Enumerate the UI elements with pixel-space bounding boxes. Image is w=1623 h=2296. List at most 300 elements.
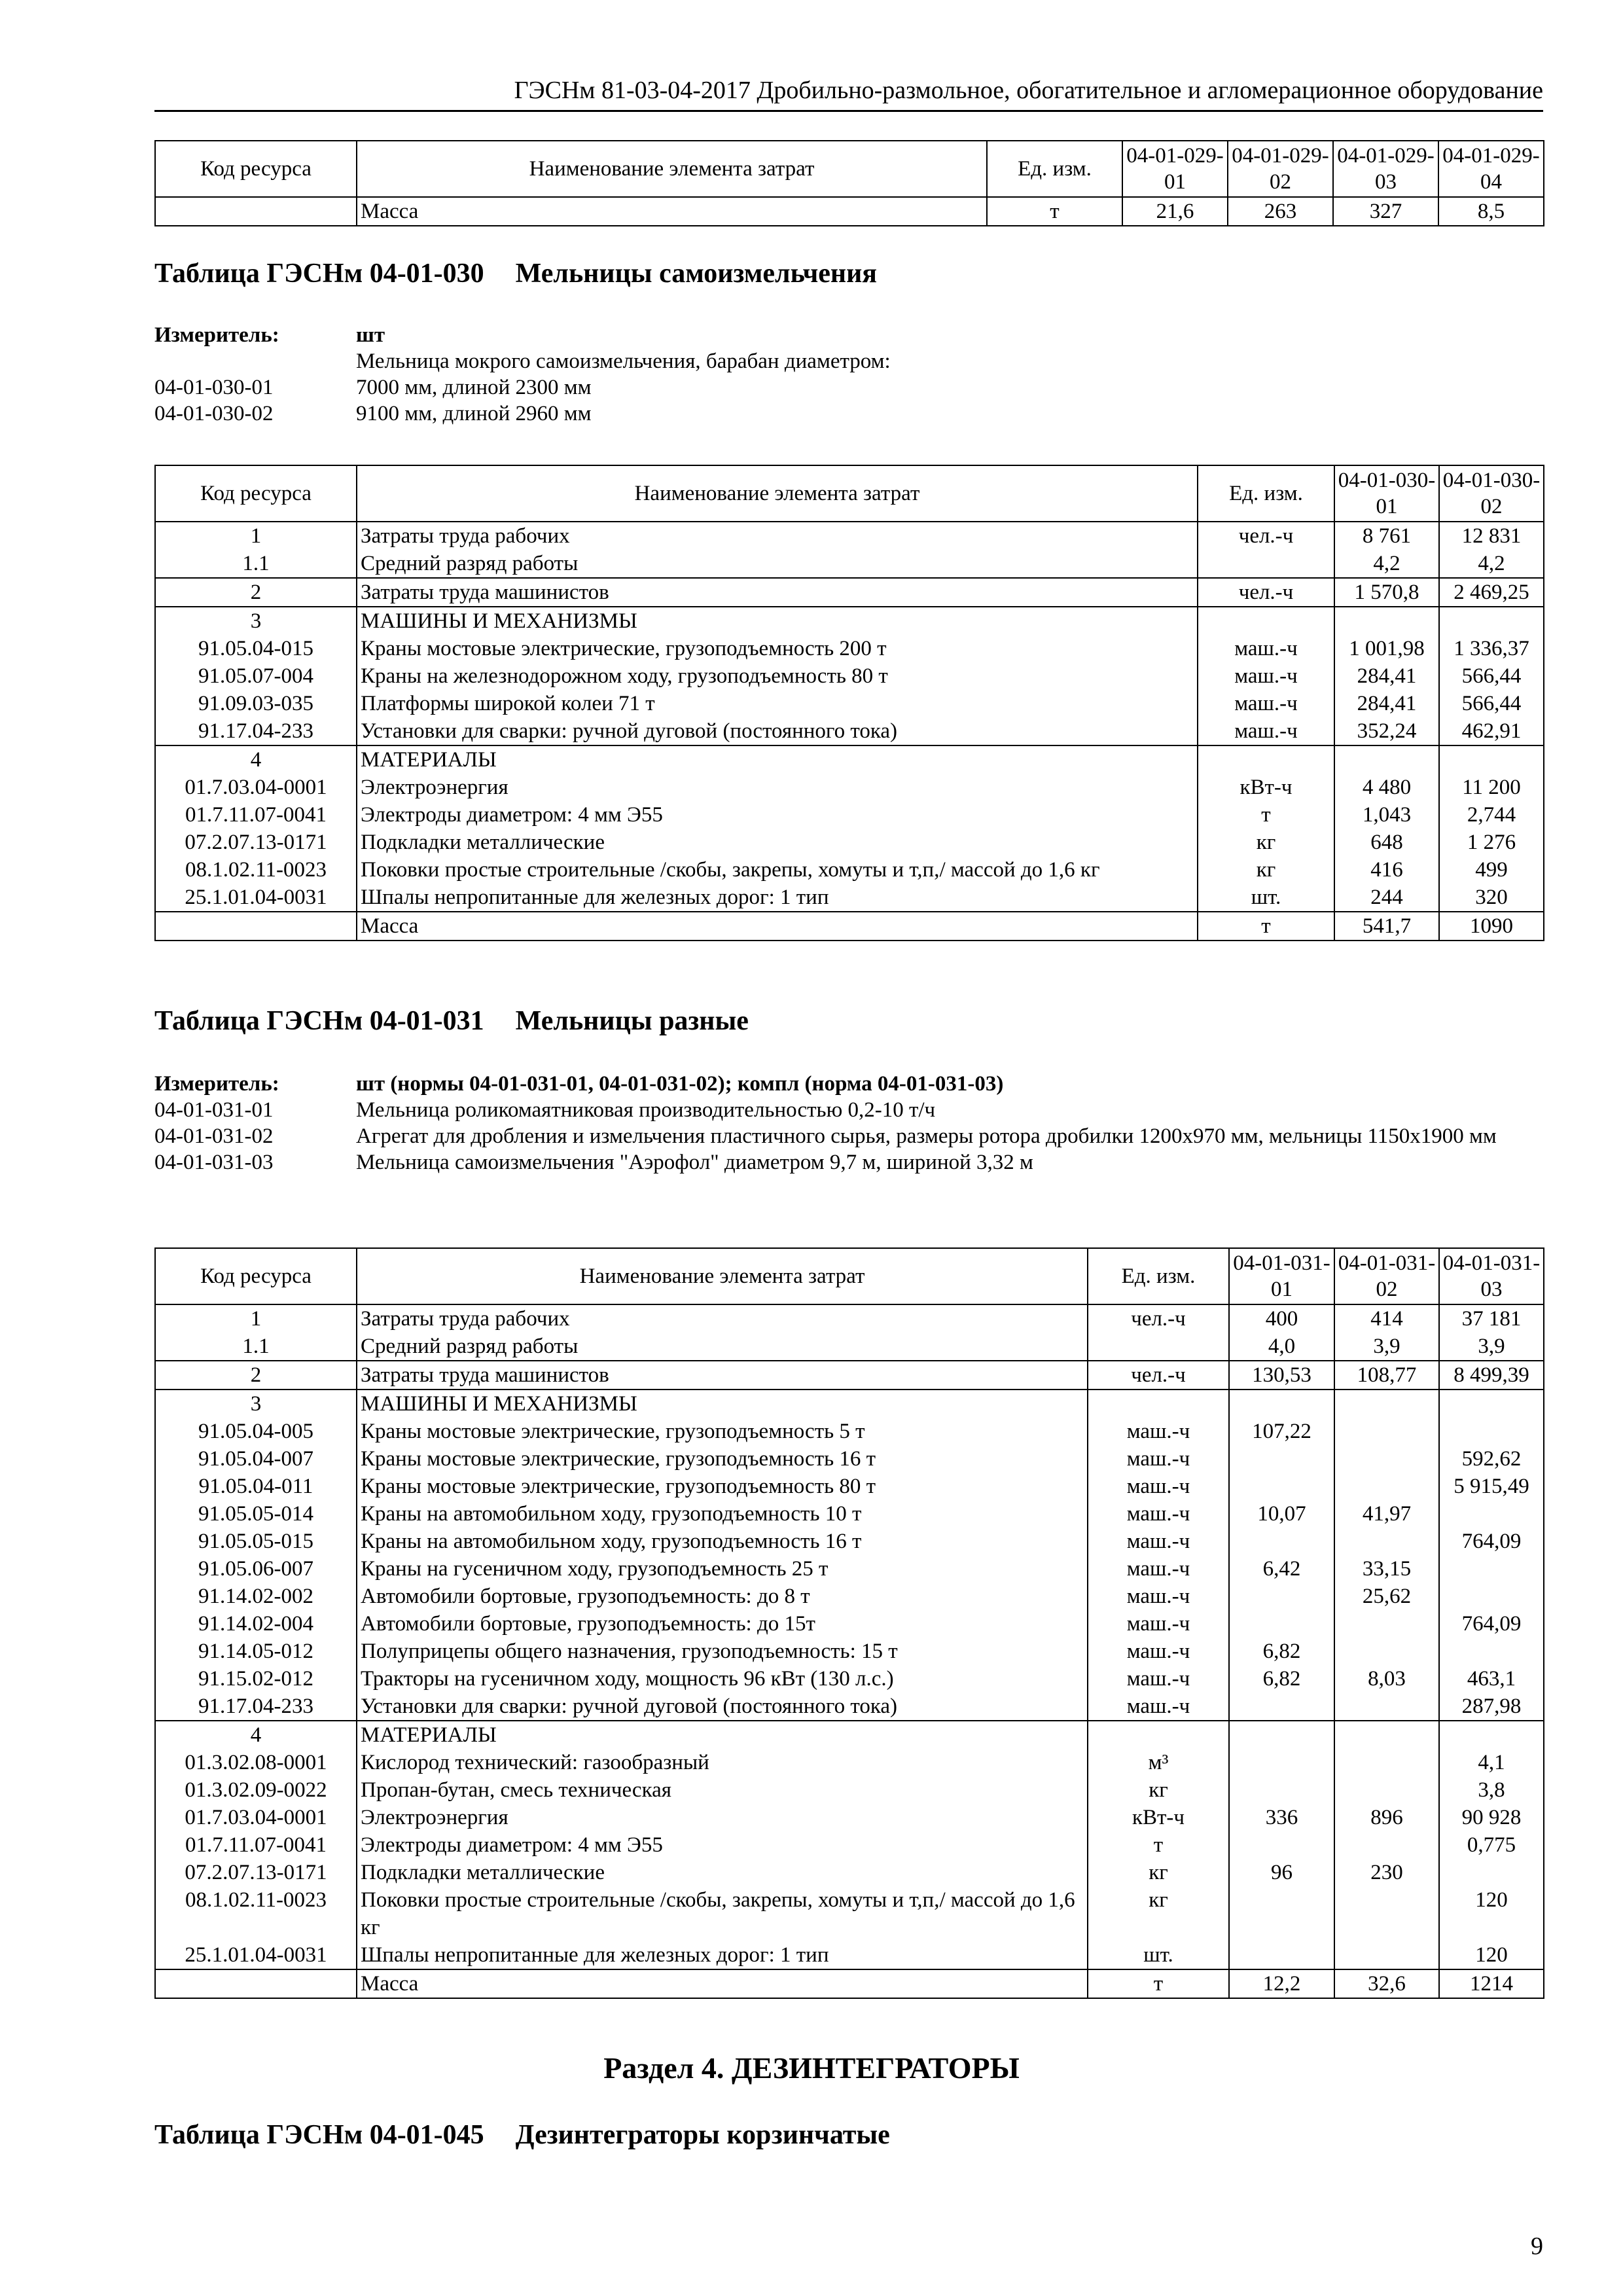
- table-row: [155, 662, 1544, 690]
- table-row: [155, 829, 1544, 856]
- cell-value: [1334, 1749, 1439, 1776]
- cell-value: [1334, 1528, 1439, 1555]
- cell-code: 07.2.07.13-0171: [155, 829, 357, 856]
- table-row: [155, 856, 1544, 884]
- table-row: [155, 717, 1544, 745]
- cell-name: Автомобили бортовые, грузоподъемность: до 8 т: [357, 1583, 1088, 1610]
- cell-value: 284,41: [1334, 662, 1439, 690]
- cell-value: [1439, 1555, 1544, 1583]
- cell-value: 284,41: [1334, 690, 1439, 717]
- table-row: [155, 1886, 1544, 1941]
- cell-name: Полуприцепы общего назначения, грузоподъемность: 15 т: [357, 1638, 1088, 1665]
- cell-name: Затраты труда рабочих: [357, 1304, 1088, 1333]
- norm-text: Мельница самоизмельчения "Аэрофол" диаметром 9,7 м, шириной 3,32 м: [356, 1151, 1033, 1174]
- cell-name: Краны мостовые электрические, грузоподъемность 200 т: [357, 635, 1198, 662]
- cell-value: [1229, 1693, 1334, 1721]
- cell-name: Подкладки металлические: [357, 1859, 1088, 1886]
- table-031-heading: [154, 1004, 749, 1038]
- cell-name: Средний разряд работы: [357, 550, 1198, 578]
- cell-value: [1229, 1390, 1334, 1418]
- cell-unit: кг: [1198, 829, 1334, 856]
- cell-value: 21,6: [1122, 197, 1228, 226]
- cell-name: Затраты труда машинистов: [357, 578, 1198, 607]
- column-header-unit: Ед. изм.: [987, 141, 1122, 197]
- table-031-subtitle: Мельницы разные: [515, 1006, 749, 1036]
- cell-value: 230: [1334, 1859, 1439, 1886]
- table-row: [155, 550, 1544, 578]
- column-header-norm: 04-01-030-02: [1439, 465, 1544, 522]
- cell-value: 287,98: [1439, 1693, 1544, 1721]
- table-031-body: [155, 1304, 1544, 1998]
- norm-intro: Мельница мокрого самоизмельчения, барабан диаметром:: [356, 350, 891, 373]
- cell-code: [155, 1969, 357, 1998]
- table-row: [155, 1500, 1544, 1528]
- cell-value: 244: [1334, 884, 1439, 912]
- column-header-name: Наименование элемента затрат: [357, 141, 987, 197]
- cell-value: 414: [1334, 1304, 1439, 1333]
- cell-value: [1334, 1390, 1439, 1418]
- cell-name: Средний разряд работы: [357, 1333, 1088, 1361]
- cell-value: [1439, 1500, 1544, 1528]
- table-row: [155, 1445, 1544, 1473]
- table-031-title: Таблица ГЭСНм 04-01-031: [154, 1006, 484, 1036]
- cell-code: 25.1.01.04-0031: [155, 1941, 357, 1969]
- cell-code: 91.05.05-014: [155, 1500, 357, 1528]
- cell-name: Краны мостовые электрические, грузоподъемность 80 т: [357, 1473, 1088, 1500]
- table-section-row: [155, 1390, 1544, 1418]
- table-045-subtitle: Дезинтеграторы корзинчатые: [515, 2120, 890, 2150]
- cell-value: 90 928: [1439, 1804, 1544, 1831]
- cell-value: [1439, 1721, 1544, 1749]
- cell-name: Платформы широкой колеи 71 т: [357, 690, 1198, 717]
- table-row: [155, 197, 1544, 226]
- table-030-body: [155, 522, 1544, 941]
- page-header: [154, 73, 1543, 112]
- cell-value: 3,8: [1439, 1776, 1544, 1804]
- cell-name: Подкладки металлические: [357, 829, 1198, 856]
- cell-name: Поковки простые строительные /скобы, закрепы, хомуты и т,п,/ массой до 1,6 кг: [357, 856, 1198, 884]
- cell-name: Электроэнергия: [357, 774, 1198, 801]
- column-header-code: Код ресурса: [155, 465, 357, 522]
- cell-value: 2 469,25: [1439, 578, 1544, 607]
- cell-code: 1: [155, 522, 357, 550]
- table-row: [155, 1473, 1544, 1500]
- table-045-title: Таблица ГЭСНм 04-01-045: [154, 2120, 484, 2150]
- cell-value: 764,09: [1439, 1528, 1544, 1555]
- cell-unit: кВт-ч: [1088, 1804, 1229, 1831]
- cell-name: Затраты труда рабочих: [357, 522, 1198, 550]
- cell-unit: чел.-ч: [1088, 1361, 1229, 1390]
- cell-code: 91.15.02-012: [155, 1665, 357, 1693]
- table-row: [155, 1418, 1544, 1445]
- table-row: [155, 578, 1544, 607]
- cell-code: 91.05.07-004: [155, 662, 357, 690]
- table-row: [155, 1693, 1544, 1721]
- cell-value: 263: [1228, 197, 1333, 226]
- cell-value: 107,22: [1229, 1418, 1334, 1445]
- norm-item: [154, 374, 1543, 401]
- cell-code: 01.7.03.04-0001: [155, 1804, 357, 1831]
- cell-value: 4,0: [1229, 1333, 1334, 1361]
- cell-value: 1090: [1439, 912, 1544, 941]
- cell-unit: [1088, 1721, 1229, 1749]
- cell-code: 08.1.02.11-0023: [155, 1886, 357, 1941]
- cell-value: [1334, 1776, 1439, 1804]
- section-heading: [0, 2050, 1623, 2087]
- cell-value: [1229, 1528, 1334, 1555]
- norm-code: 04-01-030-01: [154, 376, 274, 399]
- cell-unit: чел.-ч: [1198, 522, 1334, 550]
- cell-value: 4,1: [1439, 1749, 1544, 1776]
- cell-unit: [1198, 607, 1334, 635]
- norm-text: 7000 мм, длиной 2300 мм: [356, 376, 592, 399]
- column-header-unit: Ед. изм.: [1198, 465, 1334, 522]
- cell-value: 8,03: [1334, 1665, 1439, 1693]
- cell-value: [1229, 1831, 1334, 1859]
- page-header-title: ГЭСНм 81-03-04-2017 Дробильно-размольное, обогатительное и агломерационное оборудование: [514, 77, 1543, 104]
- cell-value: 566,44: [1439, 690, 1544, 717]
- table-row: [155, 884, 1544, 912]
- table-row: [155, 1749, 1544, 1776]
- norm-code: 04-01-031-02: [154, 1124, 274, 1148]
- table-row: [155, 1610, 1544, 1638]
- cell-value: [1334, 1693, 1439, 1721]
- cell-value: [1229, 1473, 1334, 1500]
- cell-value: 566,44: [1439, 662, 1544, 690]
- cell-unit: маш.-ч: [1088, 1610, 1229, 1638]
- cell-value: [1334, 1445, 1439, 1473]
- cell-code: [155, 197, 357, 226]
- cell-value: 462,91: [1439, 717, 1544, 745]
- cell-value: [1334, 1886, 1439, 1941]
- cell-name: Краны на автомобильном ходу, грузоподъемность 16 т: [357, 1528, 1088, 1555]
- cell-name: Масса: [357, 912, 1198, 941]
- cell-value: 12 831: [1439, 522, 1544, 550]
- cell-code: 91.05.04-007: [155, 1445, 357, 1473]
- cell-value: 1 336,37: [1439, 635, 1544, 662]
- cell-value: 327: [1333, 197, 1438, 226]
- cell-value: [1439, 1583, 1544, 1610]
- table-030-measure: [154, 322, 1543, 427]
- cell-name: Электроды диаметром: 4 мм Э55: [357, 801, 1198, 829]
- table-row: [155, 1361, 1544, 1390]
- cell-value: 33,15: [1334, 1555, 1439, 1583]
- cell-unit: кг: [1198, 856, 1334, 884]
- cell-value: 336: [1229, 1804, 1334, 1831]
- cell-value: [1334, 1418, 1439, 1445]
- cell-name: Тракторы на гусеничном ходу, мощность 96 кВт (130 л.с.): [357, 1665, 1088, 1693]
- column-header-norm: 04-01-029-02: [1228, 141, 1333, 197]
- cell-unit: кг: [1088, 1859, 1229, 1886]
- cell-name: Краны мостовые электрические, грузоподъемность 16 т: [357, 1445, 1088, 1473]
- cell-value: 4 480: [1334, 774, 1439, 801]
- cell-code: 91.05.05-015: [155, 1528, 357, 1555]
- table-section-row: [155, 1721, 1544, 1749]
- norm-item: [154, 1097, 1543, 1123]
- cell-name: Затраты труда машинистов: [357, 1361, 1088, 1390]
- cell-value: [1334, 607, 1439, 635]
- measure-label: Измеритель:: [154, 1072, 279, 1096]
- cell-value: [1334, 1638, 1439, 1665]
- cell-unit: кВт-ч: [1198, 774, 1334, 801]
- cell-code: 3: [155, 1390, 357, 1418]
- cell-value: 463,1: [1439, 1665, 1544, 1693]
- cell-name: Шпалы непропитанные для железных дорог: 1 тип: [357, 1941, 1088, 1969]
- table-031-measure: [154, 1071, 1543, 1175]
- cell-value: 416: [1334, 856, 1439, 884]
- norm-item: [154, 1123, 1543, 1149]
- cell-unit: т: [1088, 1969, 1229, 1998]
- cell-name: Установки для сварки: ручной дуговой (постоянного тока): [357, 717, 1198, 745]
- cell-value: 5 915,49: [1439, 1473, 1544, 1500]
- cell-name: Краны на гусеничном ходу, грузоподъемность 25 т: [357, 1555, 1088, 1583]
- cell-code: 3: [155, 607, 357, 635]
- cell-value: 764,09: [1439, 1610, 1544, 1638]
- norm-text: 9100 мм, длиной 2960 мм: [356, 402, 592, 425]
- cell-name: МАШИНЫ И МЕХАНИЗМЫ: [357, 607, 1198, 635]
- cell-value: 2,744: [1439, 801, 1544, 829]
- norm-text: Агрегат для дробления и измельчения пластичного сырья, размеры ротора дробилки 1200х970 мм, мельницы 1150х1900 мм: [356, 1124, 1497, 1148]
- cell-code: 91.05.06-007: [155, 1555, 357, 1583]
- cell-value: [1439, 1390, 1544, 1418]
- table-section-row: [155, 745, 1544, 774]
- cell-name: Масса: [357, 197, 987, 226]
- cell-code: [155, 912, 357, 941]
- cell-value: [1439, 745, 1544, 774]
- cell-value: [1334, 1721, 1439, 1749]
- table-04-01-030: [154, 465, 1544, 941]
- cell-name: Электроэнергия: [357, 1804, 1088, 1831]
- cell-value: 120: [1439, 1941, 1544, 1969]
- cell-value: 120: [1439, 1886, 1544, 1941]
- measure-unit: шт: [356, 323, 385, 347]
- cell-code: 1.1: [155, 1333, 357, 1361]
- cell-unit: маш.-ч: [1088, 1500, 1229, 1528]
- column-header-norm: 04-01-030-01: [1334, 465, 1439, 522]
- cell-name: МАТЕРИАЛЫ: [357, 745, 1198, 774]
- cell-value: 11 200: [1439, 774, 1544, 801]
- cell-unit: маш.-ч: [1088, 1528, 1229, 1555]
- cell-value: [1439, 1418, 1544, 1445]
- cell-value: [1229, 1749, 1334, 1776]
- cell-unit: т: [1198, 801, 1334, 829]
- cell-name: Пропан-бутан, смесь техническая: [357, 1776, 1088, 1804]
- table-04-01-031: [154, 1247, 1544, 1999]
- cell-name: Кислород технический: газообразный: [357, 1749, 1088, 1776]
- cell-value: [1229, 1721, 1334, 1749]
- table-row: [155, 1831, 1544, 1859]
- column-header-unit: Ед. изм.: [1088, 1248, 1229, 1304]
- cell-unit: маш.-ч: [1198, 690, 1334, 717]
- cell-name: МАШИНЫ И МЕХАНИЗМЫ: [357, 1390, 1088, 1418]
- table-030-heading: [154, 257, 877, 291]
- cell-value: 400: [1229, 1304, 1334, 1333]
- cell-unit: маш.-ч: [1198, 717, 1334, 745]
- cell-unit: маш.-ч: [1198, 635, 1334, 662]
- cell-unit: шт.: [1088, 1941, 1229, 1969]
- cell-value: [1229, 1445, 1334, 1473]
- cell-code: 08.1.02.11-0023: [155, 856, 357, 884]
- column-header-norm: 04-01-031-01: [1229, 1248, 1334, 1304]
- cell-code: 25.1.01.04-0031: [155, 884, 357, 912]
- table-row: [155, 1776, 1544, 1804]
- cell-value: 1 276: [1439, 829, 1544, 856]
- cell-value: 896: [1334, 1804, 1439, 1831]
- cell-value: 320: [1439, 884, 1544, 912]
- norm-code: 04-01-031-01: [154, 1098, 274, 1122]
- cell-value: [1229, 1583, 1334, 1610]
- cell-code: 2: [155, 578, 357, 607]
- cell-value: 8 499,39: [1439, 1361, 1544, 1390]
- cell-value: 648: [1334, 829, 1439, 856]
- cell-name: Установки для сварки: ручной дуговой (постоянного тока): [357, 1693, 1088, 1721]
- cell-value: 4,2: [1439, 550, 1544, 578]
- column-header-norm: 04-01-029-04: [1438, 141, 1544, 197]
- section-4-title: Раздел 4. ДЕЗИНТЕГРАТОРЫ: [603, 2051, 1020, 2085]
- cell-unit: маш.-ч: [1088, 1418, 1229, 1445]
- cell-value: [1229, 1886, 1334, 1941]
- cell-value: 592,62: [1439, 1445, 1544, 1473]
- cell-code: 91.05.04-011: [155, 1473, 357, 1500]
- cell-value: [1229, 1776, 1334, 1804]
- cell-value: 541,7: [1334, 912, 1439, 941]
- cell-value: 8 761: [1334, 522, 1439, 550]
- cell-unit: [1198, 745, 1334, 774]
- cell-code: 01.7.03.04-0001: [155, 774, 357, 801]
- cell-value: 1 001,98: [1334, 635, 1439, 662]
- cell-code: 91.05.04-005: [155, 1418, 357, 1445]
- table-row: [155, 1304, 1544, 1333]
- table-04-01-029: [154, 140, 1544, 226]
- cell-value: 25,62: [1334, 1583, 1439, 1610]
- cell-code: 91.14.05-012: [155, 1638, 357, 1665]
- column-header-norm: 04-01-031-02: [1334, 1248, 1439, 1304]
- cell-value: 130,53: [1229, 1361, 1334, 1390]
- cell-unit: маш.-ч: [1088, 1638, 1229, 1665]
- cell-name: МАТЕРИАЛЫ: [357, 1721, 1088, 1749]
- table-row: [155, 635, 1544, 662]
- cell-unit: кг: [1088, 1776, 1229, 1804]
- cell-value: 0,775: [1439, 1831, 1544, 1859]
- cell-unit: [1198, 550, 1334, 578]
- table-030-title: Таблица ГЭСНм 04-01-030: [154, 259, 484, 289]
- column-header-norm: 04-01-031-03: [1439, 1248, 1544, 1304]
- norm-code: 04-01-030-02: [154, 402, 274, 425]
- cell-code: 4: [155, 745, 357, 774]
- table-section-row: [155, 607, 1544, 635]
- cell-unit: [1088, 1390, 1229, 1418]
- table-row: [155, 522, 1544, 550]
- cell-unit: маш.-ч: [1088, 1555, 1229, 1583]
- cell-value: 3,9: [1334, 1333, 1439, 1361]
- cell-value: 37 181: [1439, 1304, 1544, 1333]
- cell-value: 1,043: [1334, 801, 1439, 829]
- cell-unit: т: [1198, 912, 1334, 941]
- page-number: 9: [1531, 2233, 1543, 2260]
- cell-value: [1439, 607, 1544, 635]
- cell-unit: м³: [1088, 1749, 1229, 1776]
- cell-code: 91.14.02-002: [155, 1583, 357, 1610]
- table-row: [155, 1941, 1544, 1969]
- cell-value: 8,5: [1438, 197, 1544, 226]
- table-row: [155, 1859, 1544, 1886]
- cell-name: Краны на автомобильном ходу, грузоподъемность 10 т: [357, 1500, 1088, 1528]
- cell-unit: маш.-ч: [1088, 1665, 1229, 1693]
- cell-unit: т: [987, 197, 1122, 226]
- cell-unit: маш.-ч: [1088, 1445, 1229, 1473]
- cell-value: 96: [1229, 1859, 1334, 1886]
- cell-value: [1334, 745, 1439, 774]
- norm-item: [154, 1149, 1543, 1175]
- cell-code: 1: [155, 1304, 357, 1333]
- column-header-norm: 04-01-029-01: [1122, 141, 1228, 197]
- cell-code: 07.2.07.13-0171: [155, 1859, 357, 1886]
- cell-value: [1334, 1610, 1439, 1638]
- measure-unit: шт (нормы 04-01-031-01, 04-01-031-02); компл (норма 04-01-031-03): [356, 1072, 1004, 1096]
- table-045-heading: [154, 2118, 890, 2152]
- cell-name: Масса: [357, 1969, 1088, 1998]
- column-header-code: Код ресурса: [155, 1248, 357, 1304]
- cell-unit: маш.-ч: [1198, 662, 1334, 690]
- cell-unit: кг: [1088, 1886, 1229, 1941]
- cell-unit: маш.-ч: [1088, 1693, 1229, 1721]
- column-header-name: Наименование элемента затрат: [357, 1248, 1088, 1304]
- cell-value: [1334, 1831, 1439, 1859]
- cell-unit: чел.-ч: [1088, 1304, 1229, 1333]
- cell-code: 01.7.11.07-0041: [155, 1831, 357, 1859]
- cell-value: [1229, 1941, 1334, 1969]
- cell-unit: [1088, 1333, 1229, 1361]
- cell-value: 6,82: [1229, 1665, 1334, 1693]
- table-row: [155, 1333, 1544, 1361]
- cell-value: [1439, 1638, 1544, 1665]
- cell-code: 91.05.04-015: [155, 635, 357, 662]
- cell-name: Электроды диаметром: 4 мм Э55: [357, 1831, 1088, 1859]
- table-row: [155, 1804, 1544, 1831]
- table-row: [155, 1528, 1544, 1555]
- cell-code: 91.17.04-233: [155, 717, 357, 745]
- table-row: [155, 801, 1544, 829]
- cell-code: 4: [155, 1721, 357, 1749]
- cell-value: [1439, 1859, 1544, 1886]
- table-030-subtitle: Мельницы самоизмельчения: [515, 259, 878, 289]
- column-header-code: Код ресурса: [155, 141, 357, 197]
- cell-unit: маш.-ч: [1088, 1583, 1229, 1610]
- cell-value: 12,2: [1229, 1969, 1334, 1998]
- cell-value: 32,6: [1334, 1969, 1439, 1998]
- norm-text: Мельница роликомаятниковая производительностью 0,2-10 т/ч: [356, 1098, 936, 1122]
- table-row: [155, 1638, 1544, 1665]
- norm-item: [154, 401, 1543, 427]
- cell-unit: т: [1088, 1831, 1229, 1859]
- cell-value: 10,07: [1229, 1500, 1334, 1528]
- cell-value: 1214: [1439, 1969, 1544, 1998]
- column-header-norm: 04-01-029-03: [1333, 141, 1438, 197]
- column-header-name: Наименование элемента затрат: [357, 465, 1198, 522]
- cell-value: 352,24: [1334, 717, 1439, 745]
- table-row: [155, 1555, 1544, 1583]
- cell-value: [1334, 1473, 1439, 1500]
- cell-value: 108,77: [1334, 1361, 1439, 1390]
- cell-value: 1 570,8: [1334, 578, 1439, 607]
- table-row: [155, 1969, 1544, 1998]
- cell-name: Автомобили бортовые, грузоподъемность: до 15т: [357, 1610, 1088, 1638]
- cell-code: 01.3.02.08-0001: [155, 1749, 357, 1776]
- cell-value: 6,42: [1229, 1555, 1334, 1583]
- cell-code: 01.7.11.07-0041: [155, 801, 357, 829]
- cell-value: 3,9: [1439, 1333, 1544, 1361]
- cell-value: 499: [1439, 856, 1544, 884]
